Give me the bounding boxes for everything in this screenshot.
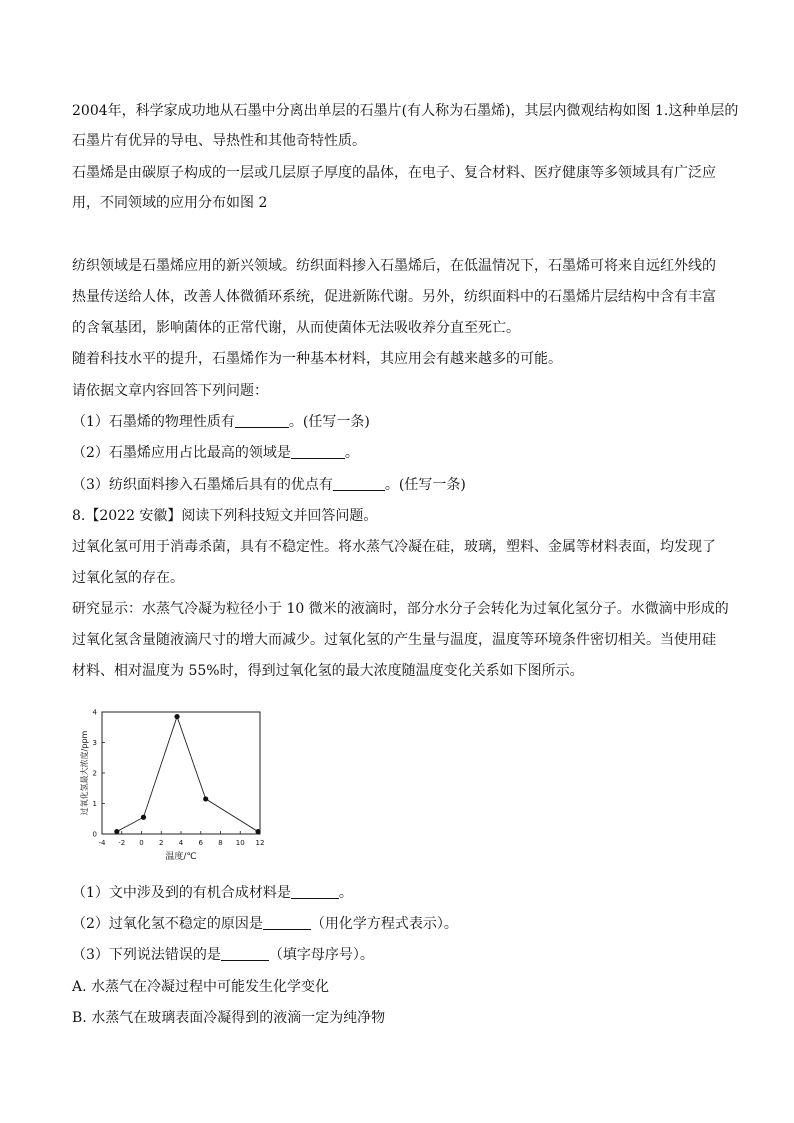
x-tick-label: -4 [98,839,106,847]
intro-p4: 随着科技水平的提升，石墨烯作为一种基本材料，其应用会有越来越多的可能。 [72,351,562,367]
intro-p1-line2: 石墨片有优异的导电、导热性和其他奇特性质。 [72,133,366,149]
q8-p1-line1: 过氧化氢可用于消毒杀菌，具有不稳定性。将水蒸气冷凝在硅，玻璃，塑料、金属等材料表面，均发现了 [72,539,716,555]
answer-blank[interactable] [221,946,269,961]
x-tick-label: 0 [139,839,144,847]
answer-blank[interactable] [333,476,385,491]
y-axis-label: 过氧化氢最大浓度/ppm [80,730,89,816]
q8-p2-line2: 过氧化氢含量随液滴尺寸的增大而减少。过氧化氢的产生量与温度，温度等环境条件密切相关。当使用硅 [72,632,716,648]
plot-frame [102,712,260,834]
concentration-temperature-chart [76,704,276,866]
q8-q3-text: （3）下列说法错误的是 [72,947,221,963]
x-tick-label: 8 [218,839,223,847]
answer-blank[interactable] [263,915,311,930]
q8-question-3 [72,945,374,965]
y-tick-label: 1 [92,800,97,808]
q8-q3-suffix: （填字母序号）。 [268,947,374,963]
q8-p2-line1: 研究显示：水蒸气冷凝为粒径小于 10 微米的液滴时，部分水分子会转化为过氧化氢分子。水微滴中形成的 [72,601,729,617]
intro-p3-line2: 热量传送给人体，改善人体微循环系统，促进新陈代谢。另外，纺织面料中的石墨烯片层结构中含有丰富 [72,289,716,305]
q8-option-a: A. 水蒸气在冷凝过程中可能发生化学变化 [72,979,330,995]
q7-q3-suffix: 。(任写一条) [384,477,466,493]
intro-p2-line2: 用，不同领域的应用分布如图 2 [72,195,268,211]
q7-q1-text: （1）石墨烯的物理性质有 [72,414,235,430]
q8-q2-text: （2）过氧化氢不稳定的原因是 [72,916,263,932]
intro-p2-line1: 石墨烯是由碳原子构成的一层或几层原子厚度的晶体，在电子、复合材料、医疗健康等多领域具有广泛应 [72,165,716,181]
data-point [203,796,208,801]
q7-question-2 [72,443,359,463]
x-axis-label: 温度/℃ [165,852,197,862]
q8-p1-line2: 过氧化氢的存在。 [72,570,184,586]
data-point [114,829,119,834]
q7-q3-text: （3）纺织面料掺入石墨烯后具有的优点有 [72,477,333,493]
q7-question-1 [72,412,370,432]
y-tick-label: 2 [92,769,97,778]
data-point [255,829,260,834]
q7-q1-suffix: 。(任写一条) [288,414,370,430]
q8-title: 8.【2022 安徽】阅读下列科技短文并回答问题。 [72,508,378,524]
data-point [174,714,179,719]
y-tick-label: 3 [92,739,97,747]
q8-q1-text: （1）文中涉及到的有机合成材料是 [72,885,291,901]
answer-blank[interactable] [235,413,289,428]
x-tick-label: 2 [159,839,164,847]
q8-question-1 [72,883,353,903]
x-tick-label: 4 [178,839,184,847]
q7-question-3 [72,475,466,495]
intro-p5: 请依据文章内容回答下列问题： [72,383,268,399]
q8-question-2 [72,914,458,934]
q7-q2-suffix: 。 [344,445,359,461]
intro-p3-line3: 的含氧基团，影响菌体的正常代谢，从而使菌体无法吸收养分直至死亡。 [72,320,520,336]
chart-ticks [93,709,265,848]
y-tick-label: 0 [92,830,97,839]
x-tick-label: -2 [118,839,126,847]
answer-blank[interactable] [291,444,345,459]
q8-q2-suffix: （用化学方程式表示）。 [310,916,458,932]
series-line [117,717,258,832]
x-tick-label: 6 [198,839,203,847]
x-tick-label: 10 [235,839,245,847]
intro-p1-line1: 2004年，科学家成功地从石墨中分离出单层的石墨片(有人称为石墨烯)，其层内微观结构如图 1.这种单层的 [72,103,739,119]
q7-q2-text: （2）石墨烯应用占比最高的领域是 [72,445,291,461]
chart-axes [102,712,260,834]
answer-blank[interactable] [291,884,339,899]
q8-option-b: B. 水蒸气在玻璃表面冷凝得到的液滴一定为纯净物 [72,1010,386,1026]
chart-series [114,714,260,834]
q8-p2-line3: 材料、相对温度为 55%时，得到过氧化氢的最大浓度随温度变化关系如下图所示。 [72,663,584,679]
intro-p3-line1: 纺织领域是石墨烯应用的新兴领域。纺织面料掺入石墨烯后，在低温情况下，石墨烯可将来自远红外线的 [72,258,716,274]
x-tick-label: 12 [255,839,265,847]
y-tick-label: 4 [92,708,97,717]
data-point [141,815,146,820]
q8-q1-suffix: 。 [338,885,353,901]
